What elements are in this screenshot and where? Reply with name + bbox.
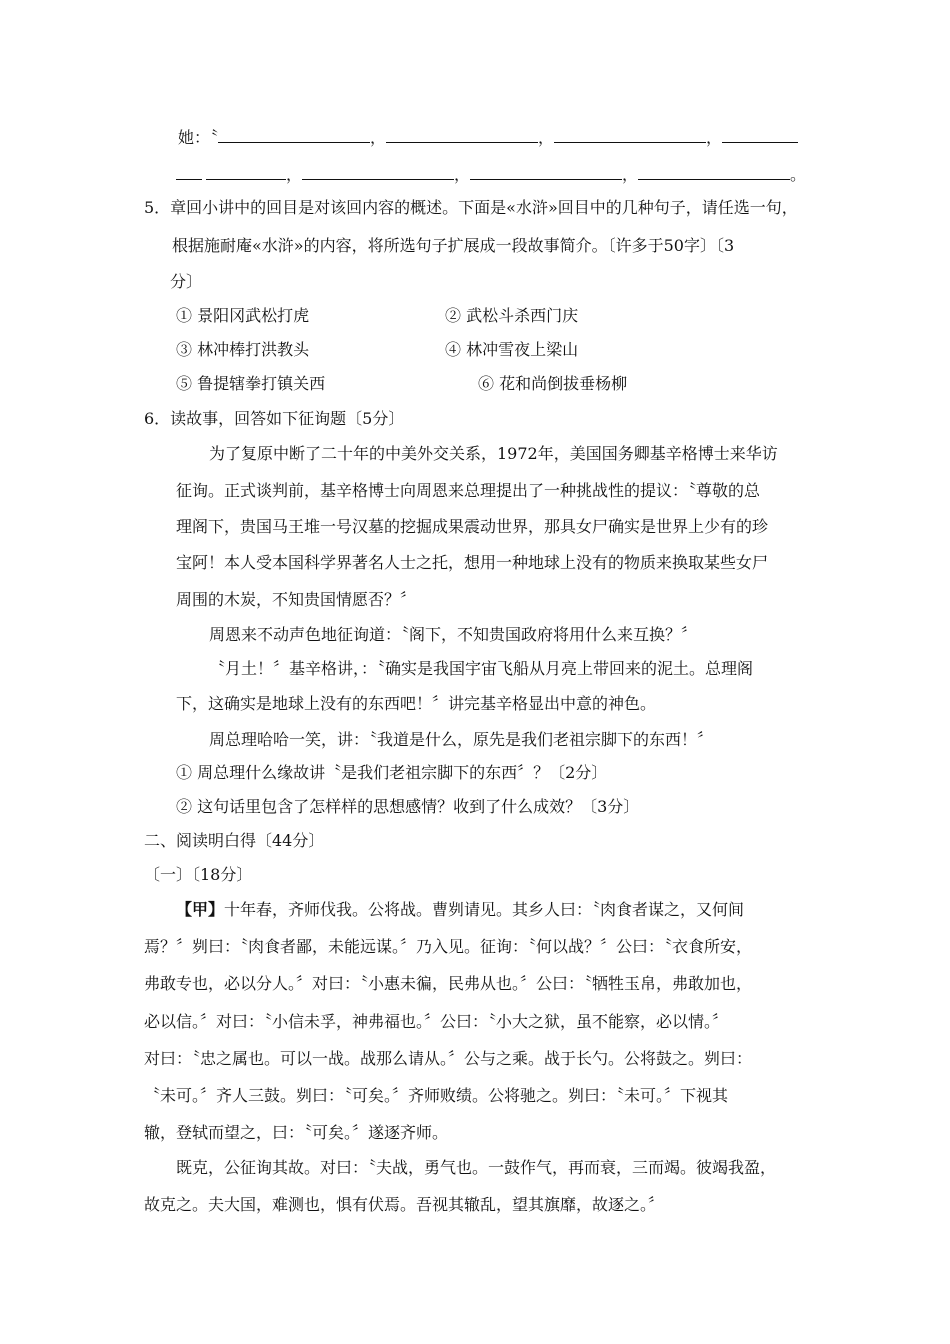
passage-line: 辙，登轼而望之，曰：〝可矣。〞遂逐齐师。 [144, 1123, 449, 1142]
passage-line: 既克，公征询其故。对曰：〝夫战，勇气也。一鼓作气，再而衰，三而竭。彼竭我盈， [176, 1158, 777, 1177]
q6-story-line: 周总理哈哈一笑，讲：〝我道是什么，原先是我们老祖宗脚下的东西！〞 [209, 730, 714, 749]
answer-blank[interactable] [638, 165, 790, 180]
passage-label: 【甲】 [176, 900, 225, 919]
q5-prompt-line-1: 5．章回小讲中的回目是对该回内容的概述。下面是«水浒»回目中的几种句子，请任选一句， [144, 198, 798, 217]
q5-prompt-line-3: 分〕 [170, 272, 203, 291]
passage-line: 【甲】十年春，齐师伐我。公将战。曹刿请见。其乡人曰：〝肉食者谋之，又何间 [176, 900, 745, 919]
answer-blank[interactable] [722, 128, 798, 143]
answer-blank[interactable] [386, 128, 538, 143]
passage-line: 对曰：〝忠之属也。可以一战。战那么请从。〞公与之乘。战于长勺。公将鼓之。刿曰： [144, 1049, 753, 1068]
q5-prompt-line-2: 根据施耐庵«水浒»的内容，将所选句子扩展成一段故事简介。〔许多于50字〕〔3 [172, 236, 735, 255]
q4-answer-lead: 她：〝 [178, 128, 219, 147]
q6-story-line: 周围的木炭，不知贵国情愿否？〞 [176, 590, 417, 609]
q6-story-line: 〝月土！〞基辛格讲，：〝确实是我国宇宙飞船从月亮上带回来的泥土。总理阁 [209, 659, 754, 678]
answer-blank[interactable] [554, 128, 706, 143]
q5-option-4: ④ 林冲雪夜上梁山 [445, 340, 579, 359]
q5-option-3: ③ 林冲棒打洪教头 [176, 340, 310, 359]
answer-blank[interactable] [206, 165, 286, 180]
answer-blank[interactable] [176, 165, 202, 180]
q6-story-line: 理阁下，贵国马王堆一号汉墓的挖掘成果震动世界，那具女尸确实是世界上少有的珍 [176, 517, 769, 536]
q4-answer-line-1: 她：〝 ， ， ， [178, 128, 798, 148]
q6-subquestion-2: ② 这句话里包含了怎样样的思想感情？收到了什么成效？〔3分〕 [176, 797, 640, 816]
q6-subquestion-1: ① 周总理什么缘故讲〝是我们老祖宗脚下的东西〞？〔2分〕 [176, 763, 608, 782]
answer-blank[interactable] [302, 165, 454, 180]
q6-story-line: 为了复原中断了二十年的中美外交关系，1972年，美国国务卿基辛格博士来华访 [209, 444, 778, 463]
passage-line: 必以信。〞对曰：〝小信未孚，神弗福也。〞公曰：〝小大之狱，虽不能察，必以情。〞 [144, 1012, 729, 1031]
passage-line: 弗敢专也，必以分人。〞对曰：〝小惠未徧，民弗从也。〞公曰：〝牺牲玉帛，弗敢加也， [144, 974, 753, 993]
q5-option-1: ① 景阳冈武松打虎 [176, 306, 310, 325]
q5-option-2: ② 武松斗杀西门庆 [445, 306, 579, 325]
q5-option-6: ⑥ 花和尚倒拔垂杨柳 [478, 374, 628, 393]
q6-story-line: 下，这确实是地球上没有的东西吧！〞讲完基辛格显出中意的神色。 [176, 694, 657, 713]
q5-option-5: ⑤ 鲁提辖拳打镇关西 [176, 374, 326, 393]
answer-blank[interactable] [470, 165, 622, 180]
answer-blank[interactable] [218, 128, 370, 143]
passage-line: 故克之。夫大国，难测也，惧有伏焉。吾视其辙乱，望其旗靡，故逐之。〞 [144, 1195, 665, 1214]
q6-title: 6．读故事，回答如下征询题〔5分〕 [144, 409, 405, 428]
section-title: 二、阅读明白得〔44分〕 [144, 831, 325, 850]
part-title: 〔一〕〔18分〕 [144, 865, 253, 884]
q6-story-line: 周恩来不动声色地征询道：〝阁下，不知贵国政府将用什么来互换？〞 [209, 625, 698, 644]
q6-story-line: 征询。正式谈判前，基辛格博士向周恩来总理提出了一种挑战性的提议：〝尊敬的总 [176, 481, 761, 500]
q6-story-line: 宝阿！本人受本国科学界著名人士之托，想用一种地球上没有的物质来换取某些女尸 [176, 553, 769, 572]
passage-line: 〝未可。〞齐人三鼓。刿曰：〝可矣。〞齐师败绩。公将驰之。刿曰：〝未可。〞下视其 [144, 1086, 729, 1105]
passage-line: 焉？〞刿曰：〝肉食者鄙，未能远谋。〞乃入见。征询：〝何以战？〞公曰：〝衣食所安， [144, 937, 753, 956]
q4-answer-line-2: ， ， ， 。 [176, 165, 806, 185]
